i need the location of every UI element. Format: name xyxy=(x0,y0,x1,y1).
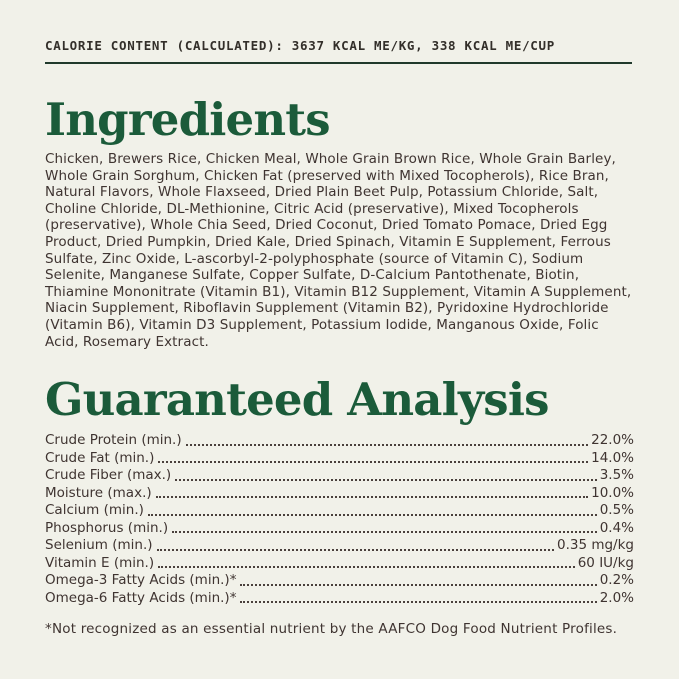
analysis-label: Calcium (min.) xyxy=(45,502,144,519)
dotted-leader xyxy=(175,479,597,481)
analysis-row xyxy=(45,572,634,590)
analysis-row xyxy=(45,520,634,538)
analysis-value: 0.4% xyxy=(599,519,634,536)
analysis-value: 0.2% xyxy=(599,572,634,589)
analysis-label: Moisture (max.) xyxy=(45,484,152,501)
analysis-row xyxy=(45,555,634,573)
calorie-content-line: CALORIE CONTENT (CALCULATED): 3637 KCAL ME/KG, 338 KCAL ME/CUP xyxy=(45,38,555,53)
dotted-leader xyxy=(158,461,588,463)
dotted-leader xyxy=(240,601,596,603)
dotted-leader xyxy=(157,549,554,551)
analysis-label: Omega-3 Fatty Acids (min.)* xyxy=(45,572,237,589)
dotted-leader xyxy=(240,584,596,586)
analysis-value: 22.0% xyxy=(591,432,634,449)
guaranteed-analysis-title: Guaranteed Analysis xyxy=(45,373,549,427)
header-divider xyxy=(45,62,632,64)
ingredients-title: Ingredients xyxy=(45,93,330,146)
analysis-label: Crude Protein (min.) xyxy=(45,432,182,449)
analysis-row xyxy=(45,467,634,485)
dotted-leader xyxy=(148,514,597,516)
analysis-label: Omega-6 Fatty Acids (min.)* xyxy=(45,589,237,606)
analysis-row xyxy=(45,432,634,450)
analysis-value: 2.0% xyxy=(599,589,634,606)
guaranteed-analysis-table xyxy=(45,432,634,607)
analysis-label: Vitamin E (min.) xyxy=(45,554,155,571)
dotted-leader xyxy=(156,496,588,498)
dotted-leader xyxy=(172,531,597,533)
ingredients-paragraph: Chicken, Brewers Rice, Chicken Meal, Whole Grain Brown Rice, Whole Grain Barley, Whole Grain Sorghum, Chicken Fat (preserved with Mixed Tocopherols), Rice Bran, Natural Flavors, Whole Flaxseed, Dried Plain Beet Pulp, Potassium Chloride, Salt, Choline Chloride, DL-Methionine, Citric Acid (preservative), Mixed Tocopherols (preservative), Whole Chia Seed, Dried Coconut, Dried Tomato Pomace, Dried Egg Product, Dried Pumpkin, Dried Kale, Dried Spinach, Vitamin E Supplement, Ferrous Sulfate, Zinc Oxide, L-ascorbyl-2-polyphosphate (source of Vitamin C), Sodium Selenite, Manganese Sulfate, Copper Sulfate, D-Calcium Pantothenate, Biotin, Thiamine Mononitrate (Vitamin B1), Vitamin B12 Supplement, Vitamin A Supplement, Niacin Supplement, Riboflavin Supplement (Vitamin B2), Pyridoxine Hydrochloride (Vitamin B6), Vitamin D3 Supplement, Potassium Iodide, Manganous Oxide, Folic Acid, Rosemary Extract. xyxy=(45,151,632,350)
analysis-row xyxy=(45,590,634,608)
analysis-value: 10.0% xyxy=(591,484,634,501)
analysis-row xyxy=(45,450,634,468)
analysis-value: 3.5% xyxy=(599,467,634,484)
analysis-row xyxy=(45,502,634,520)
analysis-row xyxy=(45,485,634,503)
analysis-value: 0.5% xyxy=(599,502,634,519)
analysis-value: 60 IU/kg xyxy=(577,554,634,571)
analysis-label: Crude Fat (min.) xyxy=(45,449,155,466)
dotted-leader xyxy=(186,444,589,446)
aafco-footnote: *Not recognized as an essential nutrient by the AAFCO Dog Food Nutrient Profiles. xyxy=(45,621,618,638)
analysis-label: Phosphorus (min.) xyxy=(45,519,169,536)
analysis-label: Selenium (min.) xyxy=(45,537,153,554)
analysis-row xyxy=(45,537,634,555)
analysis-value: 14.0% xyxy=(591,449,634,466)
dotted-leader xyxy=(158,566,575,568)
analysis-label: Crude Fiber (max.) xyxy=(45,467,172,484)
analysis-value: 0.35 mg/kg xyxy=(556,537,634,554)
